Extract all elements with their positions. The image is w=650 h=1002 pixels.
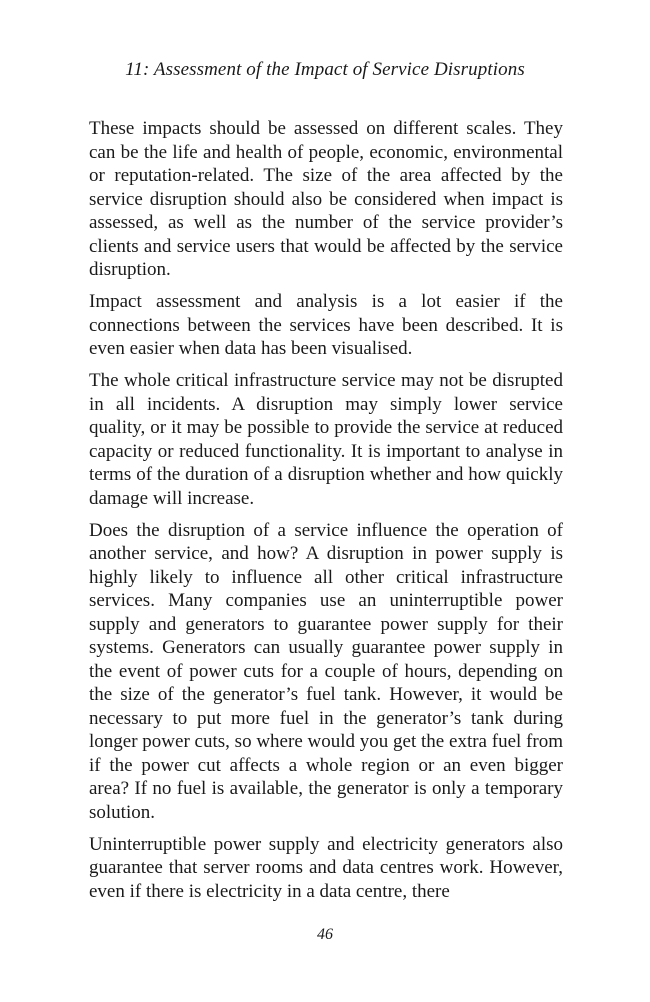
paragraph-1: These impacts should be assessed on different scales. They can be the life and health of people, economic, environmental or reputation-related. The size of the area affected by the service disruption should also be considered when impact is assessed, as well as the number of the service provider’s clients and service users that would be affected by the service disruption. <box>89 118 563 280</box>
paragraph-3: The whole critical infrastructure service may not be disrupted in all incidents. A disruption may simply lower service quality, or it may be possible to provide the service at reduced capacity or reduced functionality. It is important to analyse in terms of the duration of a disruption whether and how quickly damage will increase. <box>89 370 563 509</box>
paragraph-2: Impact assessment and analysis is a lot easier if the connections between the services have been described. It is even easier when data has been visualised. <box>89 291 563 359</box>
body-text <box>89 117 563 912</box>
running-header: 11: Assessment of the Impact of Service Disruptions <box>125 59 525 80</box>
paragraph-5: Uninterruptible power supply and electricity generators also guarantee that server rooms and data centres work. However, even if there is electricity in a data centre, there <box>89 833 563 902</box>
paragraph-4: Does the disruption of a service influence the operation of another service, and how? A disruption in power supply is highly likely to influence all other critical infrastructure services. Many companies use an uninterruptible power supply and generators to guarantee power supply for their systems. Generators can usually guarantee power supply in the event of power cuts for a couple of hours, depending on the size of the generator’s fuel tank. However, it would be necessary to put more fuel in the generator’s tank during longer power cuts, so where would you get the extra fuel from if the power cut affects a whole region or an even bigger area? If no fuel is available, the generator is only a temporary solution. <box>89 519 563 823</box>
page-number: 46 <box>317 926 333 943</box>
